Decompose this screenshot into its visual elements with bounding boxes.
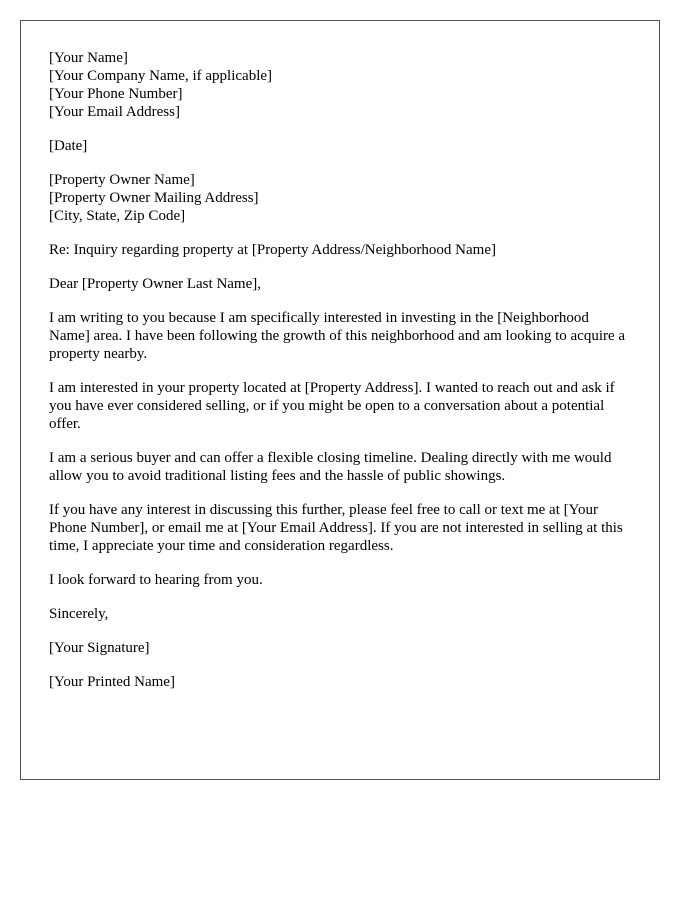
subject-line: Re: Inquiry regarding property at [Property Address/Neighborhood Name] [49, 242, 496, 258]
body-paragraph: I look forward to hearing from you. [49, 572, 263, 588]
sender-company: [Your Company Name, if applicable] [49, 68, 273, 84]
sender-phone: [Your Phone Number] [49, 86, 183, 102]
body-paragraph: If you have any interest in discussing this further, please feel free to call or text me at [Your Phone Number], or email me at [Your Email Address]. If you are not interested in selling at this time, I appreciate your time and consideration regardless. [49, 502, 623, 554]
salutation: Dear [Property Owner Last Name], [49, 276, 261, 292]
body-paragraph: I am a serious buyer and can offer a flexible closing timeline. Dealing directly with me would allow you to avoid traditional listing fees and the hassle of public showings. [49, 450, 612, 484]
sender-name: [Your Name] [49, 50, 128, 66]
closing: Sincerely, [49, 606, 109, 622]
recipient-city-state-zip: [City, State, Zip Code] [49, 208, 186, 224]
recipient-name: [Property Owner Name] [49, 172, 195, 188]
sender-email: [Your Email Address] [49, 104, 180, 120]
body-paragraph: I am interested in your property located at [Property Address]. I wanted to reach out and ask if you have ever considered selling, or if you might be open to a conversation about a potential offer. [49, 380, 615, 432]
sender-block [49, 49, 631, 121]
letter-date: [Date] [49, 138, 88, 154]
printed-name: [Your Printed Name] [49, 674, 175, 690]
signature-placeholder: [Your Signature] [49, 640, 150, 656]
body-paragraph: I am writing to you because I am specifically interested in investing in the [Neighborhood Name] area. I have been following the growth of this neighborhood and am looking to acquire a property nearby. [49, 310, 626, 362]
letter-page [20, 20, 660, 780]
recipient-address: [Property Owner Mailing Address] [49, 190, 259, 206]
recipient-block [49, 171, 631, 225]
